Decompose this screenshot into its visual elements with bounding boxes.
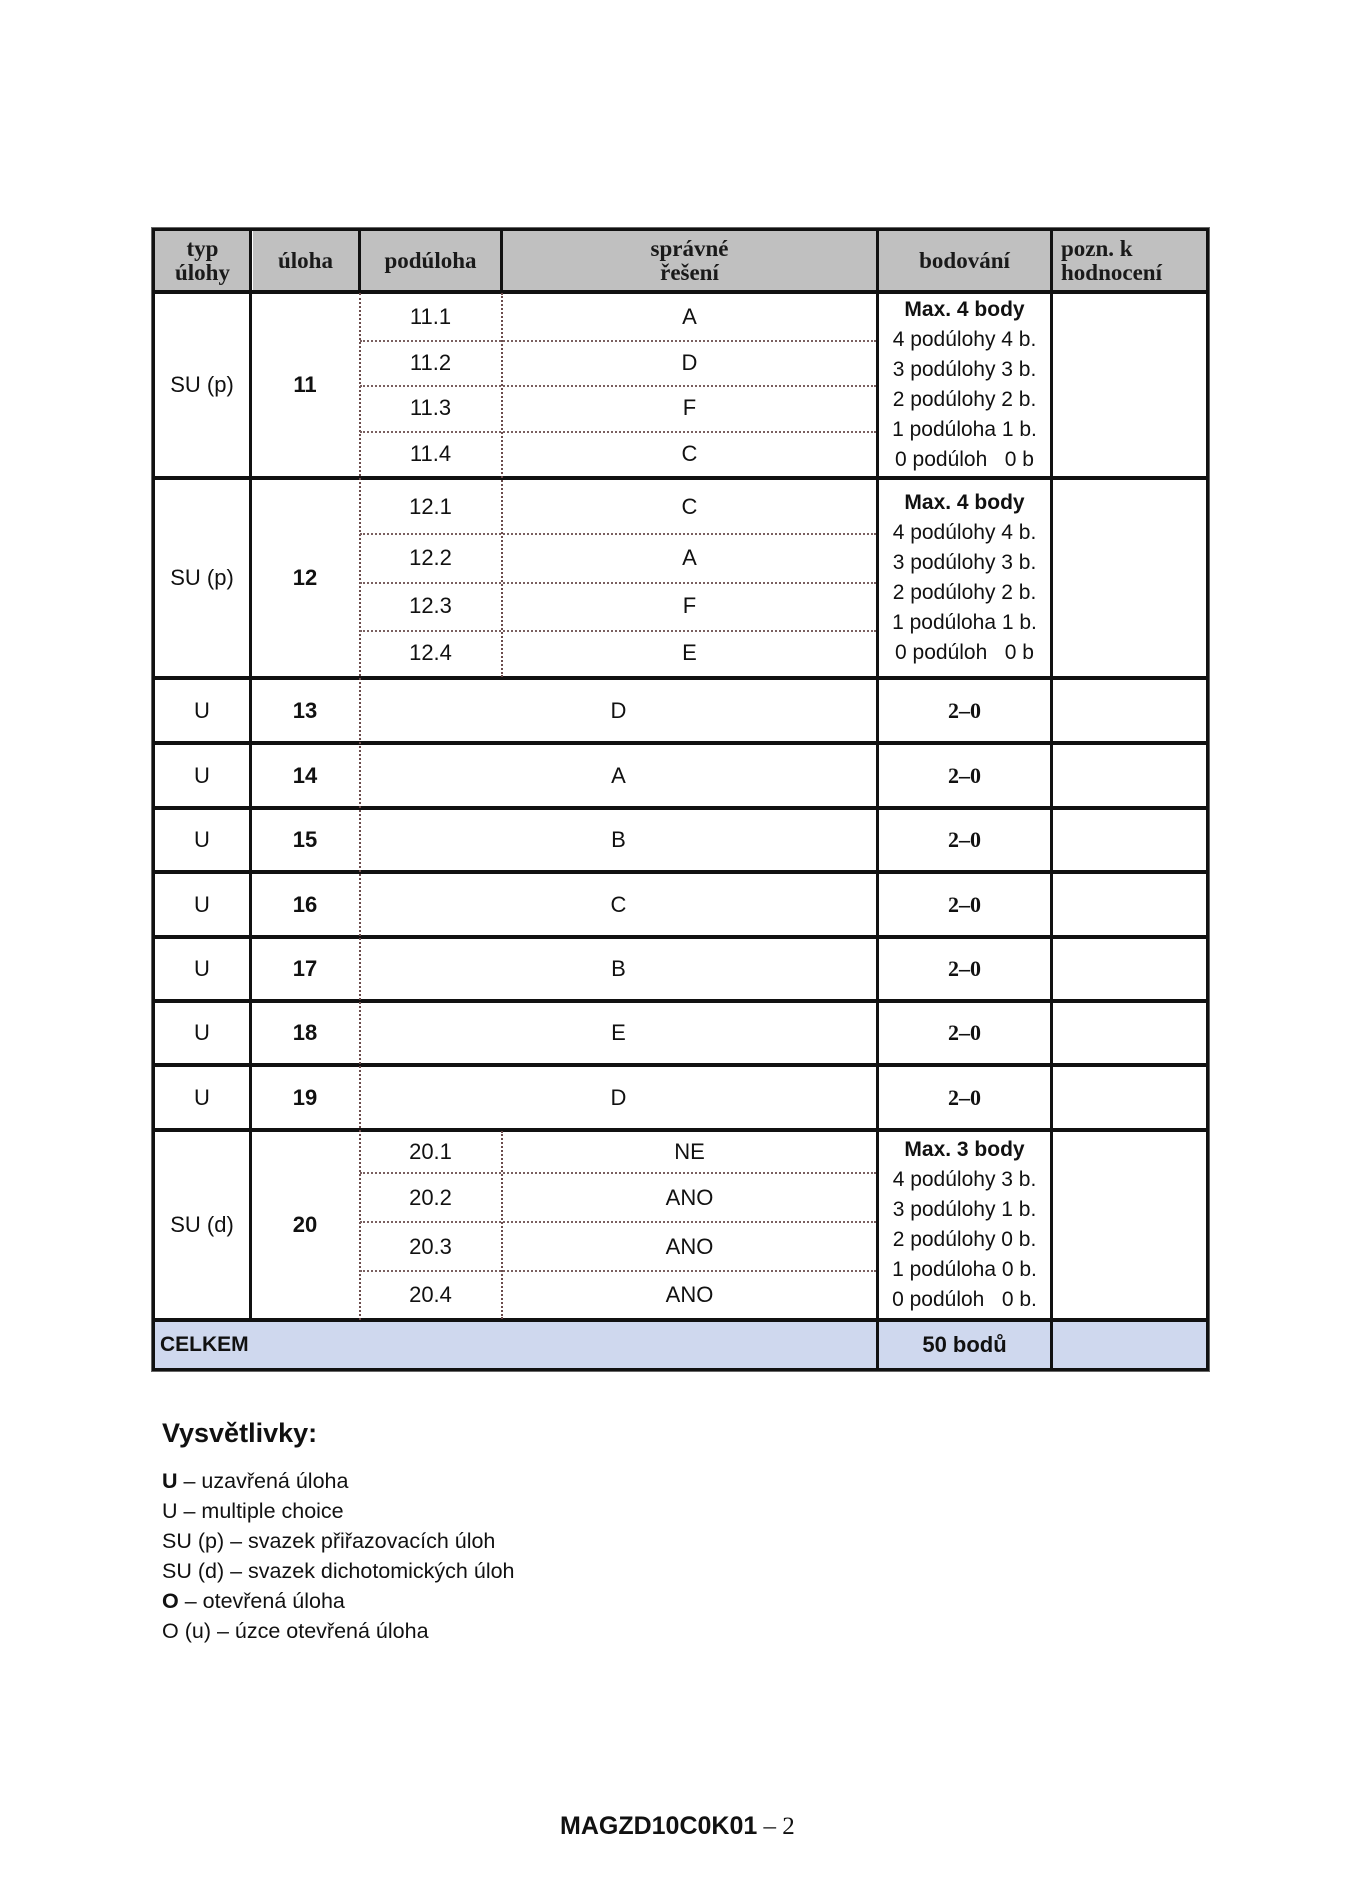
legend-text: – svazek dichotomických úloh — [224, 1559, 515, 1583]
answer-cell: A — [682, 544, 697, 570]
scoring-line: 4 podúlohy 3 b. — [892, 1168, 1037, 1191]
task-cell: 16 — [292, 891, 318, 917]
scoring-line: 0 podúloh 0 b. — [892, 1288, 1037, 1311]
subtask-cell: 11.2 — [409, 349, 452, 375]
answer-cell: F — [682, 395, 697, 420]
legend-text: – uzavřená úloha — [177, 1469, 349, 1493]
answer-cell: NE — [674, 1139, 705, 1164]
page-footer — [560, 1812, 795, 1841]
task-cell: 17 — [292, 956, 318, 981]
scoring-line: 2 podúlohy 0 b. — [892, 1228, 1037, 1251]
legend-title: Vysvětlivky: — [162, 1418, 318, 1448]
scoring-title: Max. 3 body — [904, 1138, 1025, 1161]
subtask-cell: 12.3 — [409, 593, 452, 618]
header-notes: pozn. k hodnocení — [1053, 231, 1206, 291]
legend-key: SU (d) — [162, 1559, 225, 1583]
answer-cell: F — [682, 593, 697, 618]
scoring-line: 0 podúloh 0 b — [895, 448, 1034, 471]
legend-key: SU (p) — [162, 1529, 225, 1553]
type-cell: SU (d) — [170, 1212, 234, 1237]
column-divider — [1050, 228, 1053, 1371]
answer-cell: E — [682, 640, 697, 665]
header-solution: správné řešení — [503, 231, 876, 291]
page-number: – 2 — [757, 1813, 795, 1840]
legend-text: – multiple choice — [177, 1499, 344, 1523]
answer-cell: A — [682, 304, 697, 329]
task-cell: 11 — [293, 372, 317, 397]
scoring-line: 4 podúlohy 4 b. — [892, 521, 1037, 544]
total-label: CELKEM — [160, 1333, 249, 1356]
legend-key: U — [162, 1499, 178, 1523]
legend-text: – svazek přiřazovacích úloh — [224, 1529, 496, 1553]
answer-cell: B — [611, 827, 626, 852]
column-divider — [1050, 1318, 1053, 1370]
legend-key: U — [162, 1469, 178, 1493]
column-divider — [500, 228, 503, 293]
subtask-cell: 20.2 — [409, 1184, 452, 1210]
scoring-cell: 2–0 — [948, 762, 981, 788]
type-cell: U — [194, 697, 210, 723]
type-cell: SU (p) — [170, 372, 234, 397]
total-value: 50 bodů — [922, 1332, 1007, 1357]
task-cell: 14 — [292, 762, 318, 788]
scoring-cell — [879, 1132, 1050, 1318]
scoring-line: 4 podúlohy 4 b. — [892, 328, 1037, 351]
answer-cell: ANO — [665, 1282, 714, 1307]
subtask-cell: 11.3 — [409, 395, 452, 420]
legend-item — [162, 1616, 429, 1646]
task-cell: 15 — [292, 827, 318, 852]
header-task: úloha — [253, 231, 358, 291]
task-cell: 19 — [292, 1084, 318, 1110]
task-cell: 12 — [292, 565, 318, 590]
scoring-line: 2 podúlohy 2 b. — [892, 388, 1037, 411]
legend-item — [162, 1556, 515, 1586]
legend-item — [162, 1586, 345, 1616]
subtask-cell: 20.1 — [409, 1139, 452, 1164]
scoring-cell: 2–0 — [948, 1020, 981, 1045]
subtask-cell: 20.4 — [409, 1282, 452, 1307]
answer-cell: A — [611, 762, 626, 788]
header-scoring: bodování — [879, 231, 1050, 291]
type-cell: SU (p) — [170, 565, 234, 590]
scoring-cell — [879, 294, 1050, 476]
answer-cell: D — [610, 697, 627, 723]
answer-cell: ANO — [665, 1233, 714, 1259]
answer-cell: ANO — [665, 1184, 714, 1210]
column-divider — [358, 228, 361, 293]
scoring-line: 1 podúloha 1 b. — [892, 611, 1037, 634]
scoring-cell: 2–0 — [948, 1084, 981, 1110]
subtask-cell: 11.1 — [409, 304, 452, 329]
scoring-line: 3 podúlohy 3 b. — [892, 551, 1037, 574]
subtask-cell: 12.4 — [409, 640, 452, 665]
legend-key: O (u) — [162, 1619, 211, 1643]
header-type: typ úlohy — [155, 231, 250, 291]
scoring-cell: 2–0 — [948, 697, 981, 723]
task-cell: 13 — [292, 697, 318, 723]
answer-cell: C — [610, 891, 627, 917]
answer-cell: D — [610, 1084, 627, 1110]
type-cell: U — [194, 827, 210, 852]
scoring-cell: 2–0 — [948, 891, 981, 917]
task-cell: 20 — [292, 1212, 318, 1237]
answer-cell: B — [611, 956, 626, 981]
subtask-cell: 20.3 — [409, 1233, 452, 1259]
scoring-title: Max. 4 body — [904, 491, 1025, 514]
subtask-cell: 12.1 — [409, 493, 452, 519]
answer-cell: D — [681, 349, 698, 375]
legend-text: – úzce otevřená úloha — [210, 1619, 429, 1643]
document-code: MAGZD10C0K01 — [560, 1812, 758, 1840]
legend-text: – otevřená úloha — [178, 1589, 345, 1613]
scoring-line: 3 podúlohy 1 b. — [892, 1198, 1037, 1221]
legend-item — [162, 1466, 348, 1496]
scoring-title: Max. 4 body — [904, 298, 1025, 321]
type-cell: U — [194, 891, 210, 917]
header-subtask: podúloha — [361, 231, 500, 291]
subtask-cell: 11.4 — [409, 440, 452, 466]
subtask-cell: 12.2 — [409, 544, 452, 570]
type-cell: U — [194, 762, 210, 788]
answer-cell: E — [611, 1020, 626, 1045]
scoring-cell: 2–0 — [948, 827, 981, 852]
scoring-cell: 2–0 — [948, 956, 981, 981]
scoring-line: 3 podúlohy 3 b. — [892, 358, 1037, 381]
type-cell: U — [194, 1020, 210, 1045]
scoring-line: 2 podúlohy 2 b. — [892, 581, 1037, 604]
scoring-line: 0 podúloh 0 b — [895, 641, 1034, 664]
scoring-line: 1 podúloha 0 b. — [892, 1258, 1037, 1281]
scoring-line: 1 podúloha 1 b. — [892, 418, 1037, 441]
legend-item — [162, 1496, 344, 1526]
answer-cell: C — [681, 493, 698, 519]
legend-item — [162, 1526, 495, 1556]
type-cell: U — [194, 1084, 210, 1110]
scoring-cell — [879, 480, 1050, 676]
type-cell: U — [194, 956, 210, 981]
task-cell: 18 — [292, 1020, 318, 1045]
legend-key: O — [162, 1589, 179, 1613]
answer-cell: C — [681, 440, 698, 466]
